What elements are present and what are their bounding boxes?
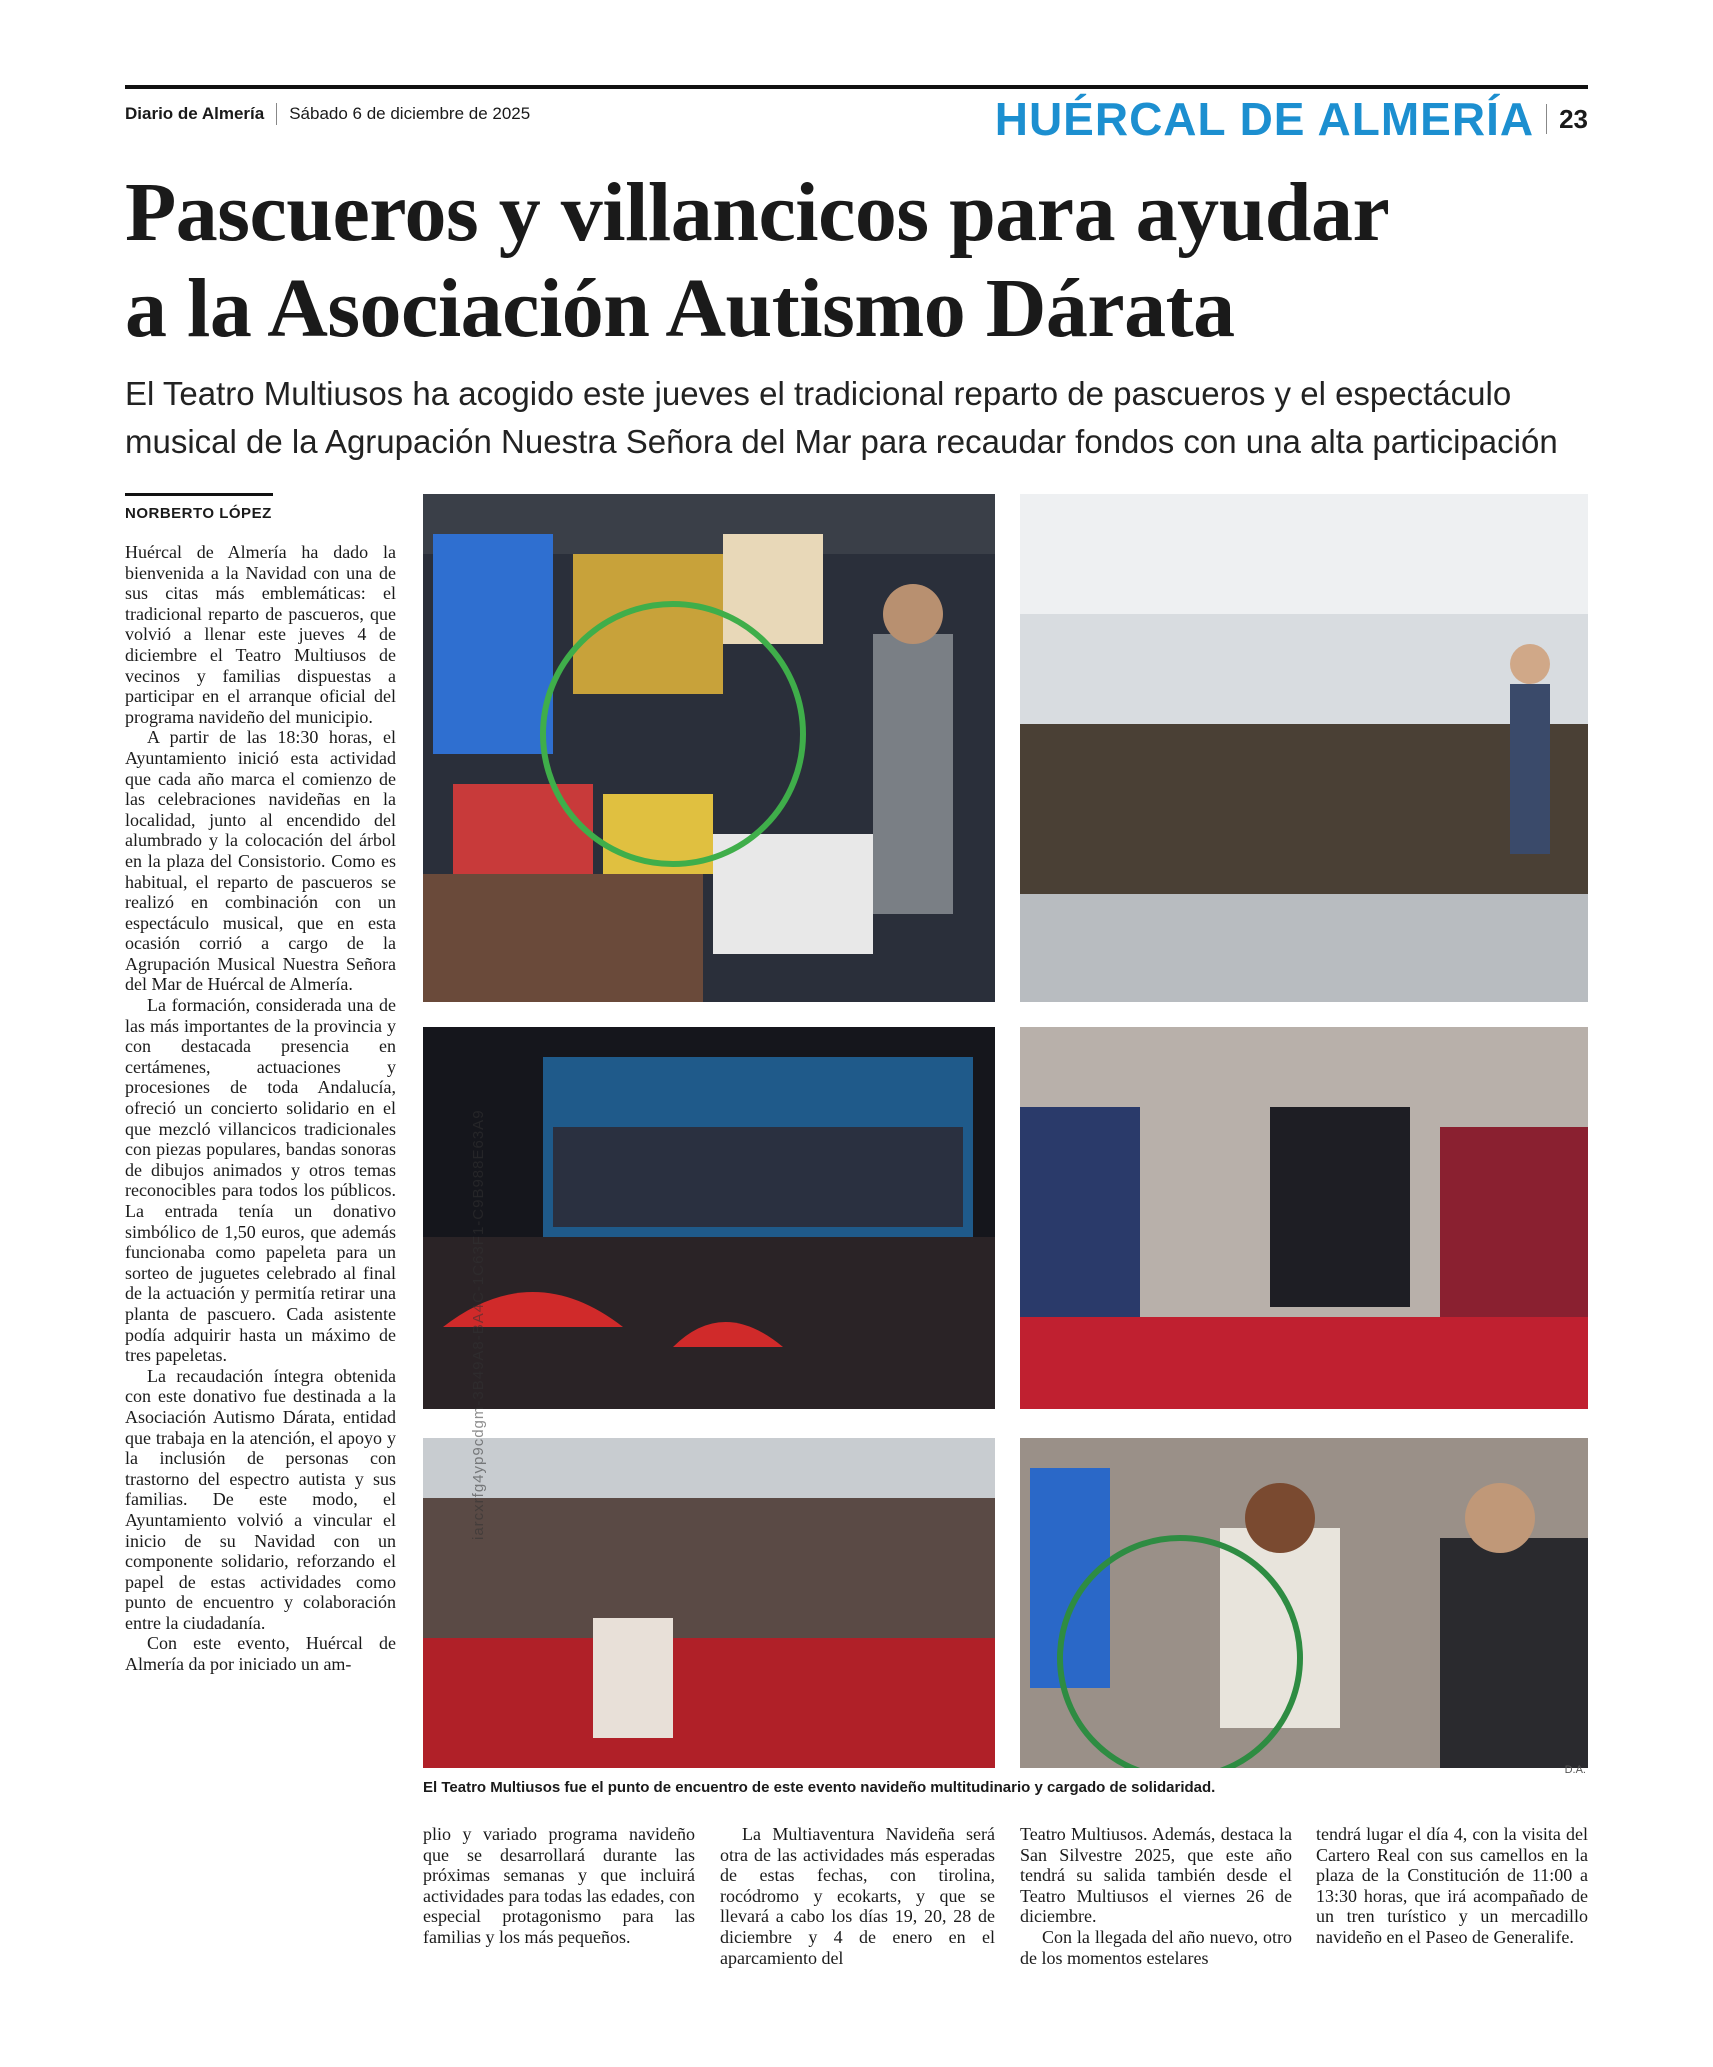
paragraph: La recaudación íntegra obtenida con este donativo fue destinada a la Asociación Autismo Dárata, entidad que trabaja en la atención, el apoyo y la inclusión de personas con trastorno del espectro autista y sus familias. De este modo, el Ayuntamiento volvió a vincular el inicio de su Navidad con un componente solidario, reforzando el papel de estas actividades como punto de encuentro y colaboración entre la ciudadanía. [125,1365,396,1633]
photo-band-stage [423,1027,995,1409]
paragraph: tendrá lugar el día 4, con la visita del Cartero Real con sus camellos en la plaza de la Constitución de 11:00 a 13:30 horas, que irá acompañado de un tren turístico y un mercadillo navideño en el Paseo de Generalife. [1316,1824,1588,1947]
paragraph: Con la llegada del año nuevo, otro de los momentos estelares [1020,1926,1292,1968]
body-column-4 [1020,1824,1292,1968]
masthead [125,98,530,130]
subtitle: El Teatro Multiusos ha acogido este jueves el tradicional reparto de pascueros y el espectáculo musical de la Agrupación Nuestra Señora del Mar para recaudar fondos con una alta participación [125,375,1558,460]
paragraph: La formación, considerada una de las más importantes de la provincia y con destacada presencia en certámenes, actuaciones y procesiones de toda Andalucía, ofreció un concierto solidario en el que mezcló villancicos tradicionales con piezas populares, bandas sonoras de dibujos animados y otros temas reconocibles para todos los públicos. La entrada tenía un donativo simbólico de 1,50 euros, que además funcionaba como papeleta para un sorteo de juguetes celebrado al final de la actuación y permitía retirar una planta de pascuero. Cada asistente podía adquirir hasta un máximo de tres papeletas. [125,995,396,1366]
headline-line-2: a la Asociación Autismo Dárata [125,262,1235,355]
paragraph: A partir de las 18:30 horas, el Ayuntamiento inició esta actividad que cada año marca el comienzo de las celebraciones navideñas en la localidad, junto al encendido del alumbrado y la colocación del árbol en la plaza del Consistorio. Como es habitual, el reparto de pascueros se realizó en combinación con un espectáculo musical, que en esta ocasión corrió a cargo de la Agrupación Musical Nuestra Señora del Mar de Huércal de Almería. [125,727,396,995]
body-column-1 [125,542,396,1675]
headline-line-1: Pascueros y villancicos para ayudar [125,166,1390,259]
photo-toys-stand [423,494,995,1002]
photo-audience-speaker [1020,494,1588,1002]
body-column-5 [1316,1824,1588,1948]
body-column-2 [423,1824,695,1948]
paragraph: plio y variado programa navideño que se desarrollará durante las próximas semanas y que incluirá actividades para todas las edades, con especial protagonismo para las familias y los más pequeños. [423,1824,695,1947]
paragraph: Teatro Multiusos. Además, destaca la San Silvestre 2025, que este año tendrá su salida también desde el Teatro Multiusos el viernes 26 de diciembre. [1020,1824,1292,1927]
paragraph: La Multiaventura Navideña será otra de las actividades más esperadas de estas fechas, con tirolina, rocódromo y ecokarts, y que se llevará a cabo los días 19, 20, 28 de diciembre y 4 de enero en el aparcamiento del [720,1824,995,1968]
paragraph: Huércal de Almería ha dado la bienvenida a la Navidad con una de sus citas más emblemáticas: el tradicional reparto de pascueros, que volvió a llenar este jueves 4 de diciembre el Teatro Multiusos de vecinos y familias dispuestas a participar en el arranque oficial del programa navideño del municipio. [125,542,396,727]
headline [125,165,1585,357]
paragraph: Con este evento, Huércal de Almería da por iniciado un am- [125,1633,396,1675]
photo-volunteers [1020,1027,1588,1409]
author-rule [125,493,273,496]
top-rule [125,85,1588,89]
body-column-3 [720,1824,995,1968]
masthead-divider [276,103,277,125]
section-header [995,92,1588,146]
watermark: iarcxrfg4yp9cdgm-3B49A8-BA4C-1C63F1-C9B988E63A9 [470,1109,487,1540]
issue-date: Sábado 6 de diciembre de 2025 [289,104,531,123]
photo-poinsettias [423,1438,995,1768]
photo-caption: El Teatro Multiusos fue el punto de encuentro de este evento navideño multitudinario y cargado de solidaridad. [423,1779,1216,1796]
page-number: 23 [1559,103,1588,134]
photo-raffle-prizes [1020,1438,1588,1768]
section-divider [1546,104,1547,134]
newspaper-name: Diario de Almería [125,104,265,123]
section-name: HUÉRCAL DE ALMERÍA [994,93,1535,145]
photo-credit: D.A. [1564,1764,1586,1776]
author-byline: NORBERTO LÓPEZ [125,505,272,522]
